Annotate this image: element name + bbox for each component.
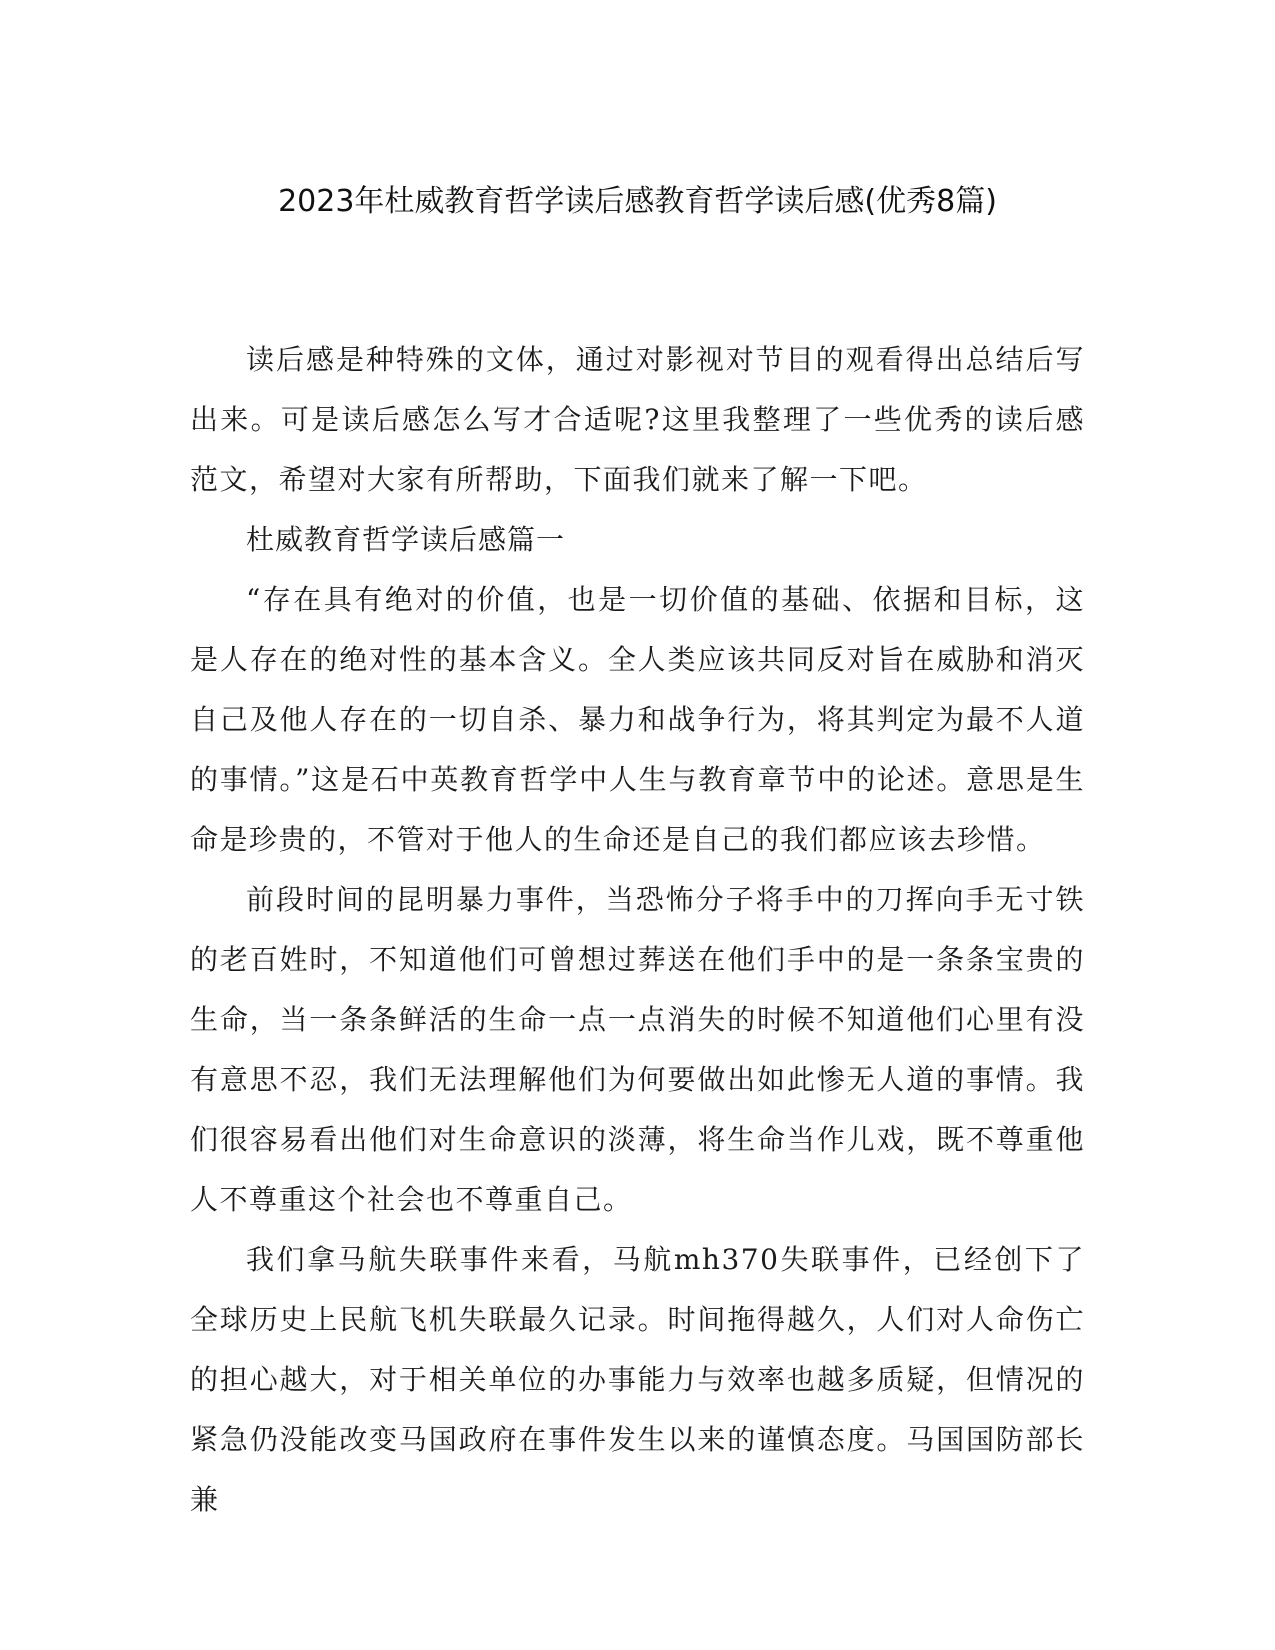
quote-paragraph: “存在具有绝对的价值，也是一切价值的基础、依据和目标，这是人存在的绝对性的基本含义。全人类应该共同反对旨在威胁和消灭自己及他人存在的一切自杀、暴力和战争行为，将其判定为最不人道的事情。”这是石中英教育哲学中人生与教育章节中的论述。意思是生命是珍贵的，不管对于他人的生命还是自己的我们都应该去珍惜。 — [190, 583, 1085, 856]
document-body — [190, 330, 1085, 1530]
kunming-paragraph: 前段时间的昆明暴力事件，当恐怖分子将手中的刀挥向手无寸铁的老百姓时，不知道他们可曾想过葬送在他们手中的是一条条宝贵的生命，当一条条鲜活的生命一点一点消失的时候不知道他们心里有没有意思不忍，我们无法理解他们为何要做出如此惨无人道的事情。我们很容易看出他们对生命意识的淡薄，将生命当作儿戏，既不尊重他人不尊重这个社会也不尊重自己。 — [190, 883, 1085, 1216]
section-heading: 杜威教育哲学读后感篇一 — [246, 523, 566, 556]
mh370-paragraph: 我们拿马航失联事件来看，马航mh370失联事件，已经创下了全球历史上民航飞机失联最久记录。时间拖得越久，人们对人命伤亡的担心越大，对于相关单位的办事能力与效率也越多质疑，但情况的紧急仍没能改变马国政府在事件发生以来的谨慎态度。马国国防部长兼 — [190, 1243, 1085, 1516]
document-title: 2023年杜威教育哲学读后感教育哲学读后感(优秀8篇) — [278, 184, 997, 219]
intro-paragraph: 读后感是种特殊的文体，通过对影视对节目的观看得出总结后写出来。可是读后感怎么写才合适呢?这里我整理了一些优秀的读后感范文，希望对大家有所帮助，下面我们就来了解一下吧。 — [190, 343, 1085, 496]
